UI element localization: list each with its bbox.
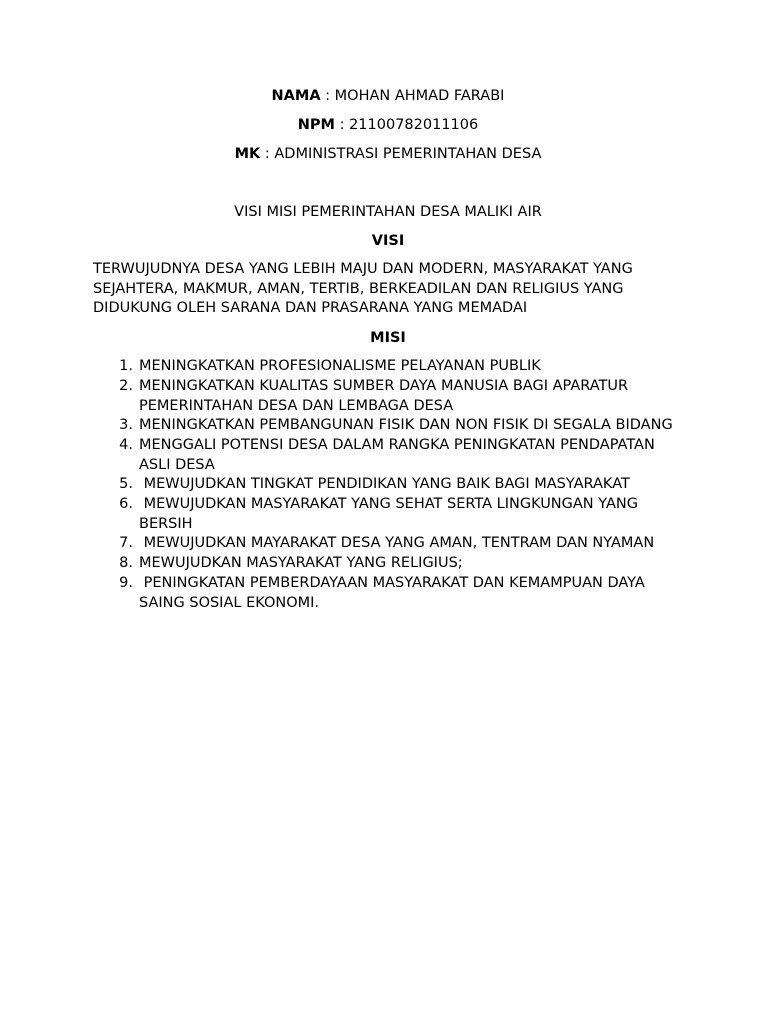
document-title: VISI MISI PEMERINTAHAN DESA MALIKI AIR <box>234 204 542 220</box>
list-item-number: 5. <box>119 476 133 493</box>
list-item-text: MEWUJUDKAN TINGKAT PENDIDIKAN YANG BAIK BAGI MASYARAKAT <box>139 476 630 493</box>
mk-value: : ADMINISTRASI PEMERINTAHAN DESA <box>260 146 542 162</box>
misi-heading: MISI <box>370 330 406 347</box>
list-item <box>93 357 683 377</box>
list-item <box>93 554 683 574</box>
mk-label: MK <box>234 146 261 162</box>
list-item-number: 2. <box>119 377 133 394</box>
list-item-number: 4. <box>119 436 133 453</box>
spacer <box>93 222 683 231</box>
list-item <box>93 416 683 436</box>
visi-text: TERWUJUDNYA DESA YANG LEBIH MAJU DAN MODERN, MASYARAKAT YANG SEJAHTERA, MAKMUR, AMAN, TERTIB, BERKEADILAN DAN RELIGIUS YANG DIDUKUNG OLEH SARANA DAN PRASARANA YANG MEMADAI <box>93 261 633 317</box>
list-item-number: 1. <box>119 358 133 375</box>
list-item-number: 7. <box>119 535 133 552</box>
mk-line <box>93 144 683 164</box>
spacer <box>93 106 683 115</box>
list-item-number: 6. <box>119 496 133 513</box>
nama-label: NAMA <box>271 88 321 104</box>
spacer <box>93 135 683 144</box>
list-item <box>93 436 683 475</box>
nama-line <box>93 86 683 106</box>
npm-value: : 21100782011106 <box>334 117 479 133</box>
misi-list <box>93 357 683 613</box>
list-item-number: 3. <box>119 417 133 434</box>
list-item <box>93 534 683 554</box>
list-item <box>93 574 683 613</box>
nama-value: : MOHAN AHMAD FARABI <box>320 88 505 104</box>
list-item-text: MENINGKATKAN KUALITAS SUMBER DAYA MANUSIA BAGI APARATUR PEMERINTAHAN DESA DAN LEMBAGA DESA <box>139 377 633 414</box>
visi-heading: VISI <box>371 233 405 249</box>
list-item-text: MEWUJUDKAN MAYARAKAT DESA YANG AMAN, TENTRAM DAN NYAMAN <box>139 535 655 552</box>
list-item-text: PENINGKATAN PEMBERDAYAAN MASYARAKAT DAN KEMAMPUAN DAYA SAING SOSIAL EKONOMI. <box>139 574 650 611</box>
list-item-text: MEWUJUDKAN MASYARAKAT YANG RELIGIUS; <box>139 555 463 572</box>
npm-line <box>93 115 683 135</box>
list-item <box>93 377 683 416</box>
list-item <box>93 475 683 495</box>
list-item-text: MEWUJUDKAN MASYARAKAT YANG SEHAT SERTA LINGKUNGAN YANG BERSIH <box>139 496 643 532</box>
list-item-text: MENINGKATKAN PROFESIONALISME PELAYANAN PUBLIK <box>139 358 541 375</box>
list-item-text: MENGGALI POTENSI DESA DALAM RANGKA PENINGKATAN PENDAPATAN ASLI DESA <box>139 436 660 473</box>
list-item-text: MENINGKATKAN PEMBANGUNAN FISIK DAN NON FISIK DI SEGALA BIDANG <box>139 417 673 434</box>
spacer <box>93 164 683 202</box>
list-item-number: 9. <box>119 574 133 591</box>
list-item <box>93 495 683 534</box>
npm-label: NPM <box>297 117 335 133</box>
list-item-number: 8. <box>119 555 133 572</box>
document-page <box>93 86 683 613</box>
